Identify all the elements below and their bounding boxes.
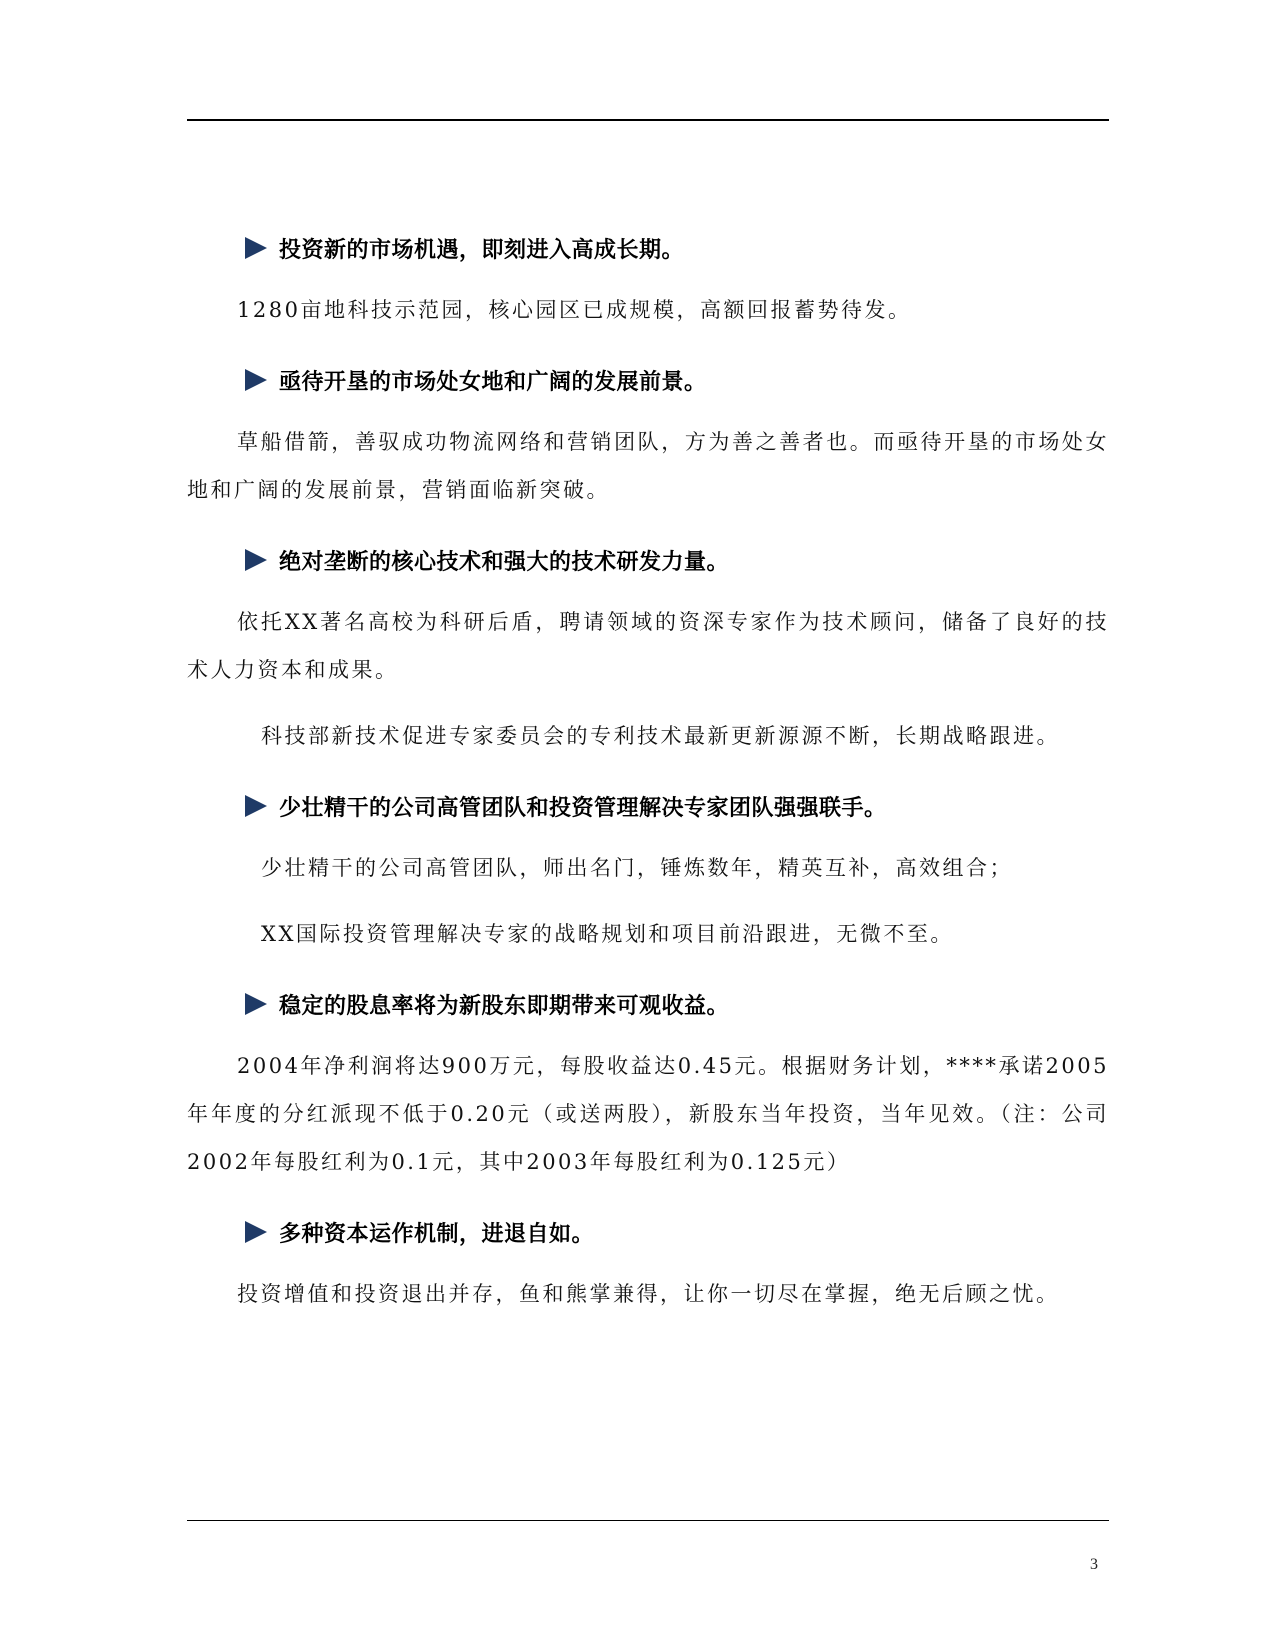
document-body: [187, 228, 1109, 1318]
section-heading-3: [245, 540, 1109, 580]
triangle-bullet-icon: [245, 1221, 267, 1243]
page-number: 3: [1090, 1556, 1098, 1573]
paragraph: 投资增值和投资退出并存，鱼和熊掌兼得，让你一切尽在掌握，绝无后顾之忧。: [237, 1282, 1060, 1306]
heading-text: 少壮精干的公司高管团队和投资管理解决专家团队强强联手。: [279, 795, 887, 821]
paragraph: 科技部新技术促进专家委员会的专利技术最新更新源源不断，长期战略跟进。: [261, 724, 1060, 748]
triangle-bullet-icon: [245, 795, 267, 817]
paragraph: 依托XX著名高校为科研后盾，聘请领域的资深专家作为技术顾问，储备了良好的技术人力资本和成果。: [187, 610, 1109, 682]
paragraph: XX国际投资管理解决专家的战略规划和项目前沿跟进，无微不至。: [261, 922, 954, 946]
section-heading-2: [245, 360, 1109, 400]
paragraph: 1280亩地科技示范园，核心园区已成规模，高额回报蓄势待发。: [237, 298, 912, 322]
heading-text: 多种资本运作机制，进退自如。: [279, 1221, 595, 1247]
paragraph: 少壮精干的公司高管团队，师出名门，锤炼数年，精英互补，高效组合；: [261, 856, 1013, 880]
header-rule: [187, 119, 1109, 121]
triangle-bullet-icon: [245, 993, 267, 1015]
section-heading-4: [245, 786, 1109, 826]
triangle-bullet-icon: [245, 237, 267, 259]
heading-text: 绝对垄断的核心技术和强大的技术研发力量。: [279, 549, 730, 575]
paragraph: 2004年净利润将达900万元，每股收益达0.45元。根据财务计划，****承诺2005年年度的分红派现不低于0.20元（或送两股），新股东当年投资，当年见效。（注：公司2002年每股红利为0.1元，其中2003年每股红利为0.125元）: [187, 1054, 1109, 1174]
heading-text: 亟待开垦的市场处女地和广阔的发展前景。: [279, 369, 707, 395]
section-heading-1: [245, 228, 1109, 268]
triangle-bullet-icon: [245, 369, 267, 391]
triangle-bullet-icon: [245, 549, 267, 571]
footer-rule: [187, 1520, 1109, 1521]
heading-text: 稳定的股息率将为新股东即期带来可观收益。: [279, 993, 730, 1019]
section-heading-6: [245, 1212, 1109, 1252]
heading-text: 投资新的市场机遇，即刻进入高成长期。: [279, 237, 685, 263]
paragraph: 草船借箭，善驭成功物流网络和营销团队，方为善之善者也。而亟待开垦的市场处女地和广阔的发展前景，营销面临新突破。: [187, 430, 1109, 502]
section-heading-5: [245, 984, 1109, 1024]
